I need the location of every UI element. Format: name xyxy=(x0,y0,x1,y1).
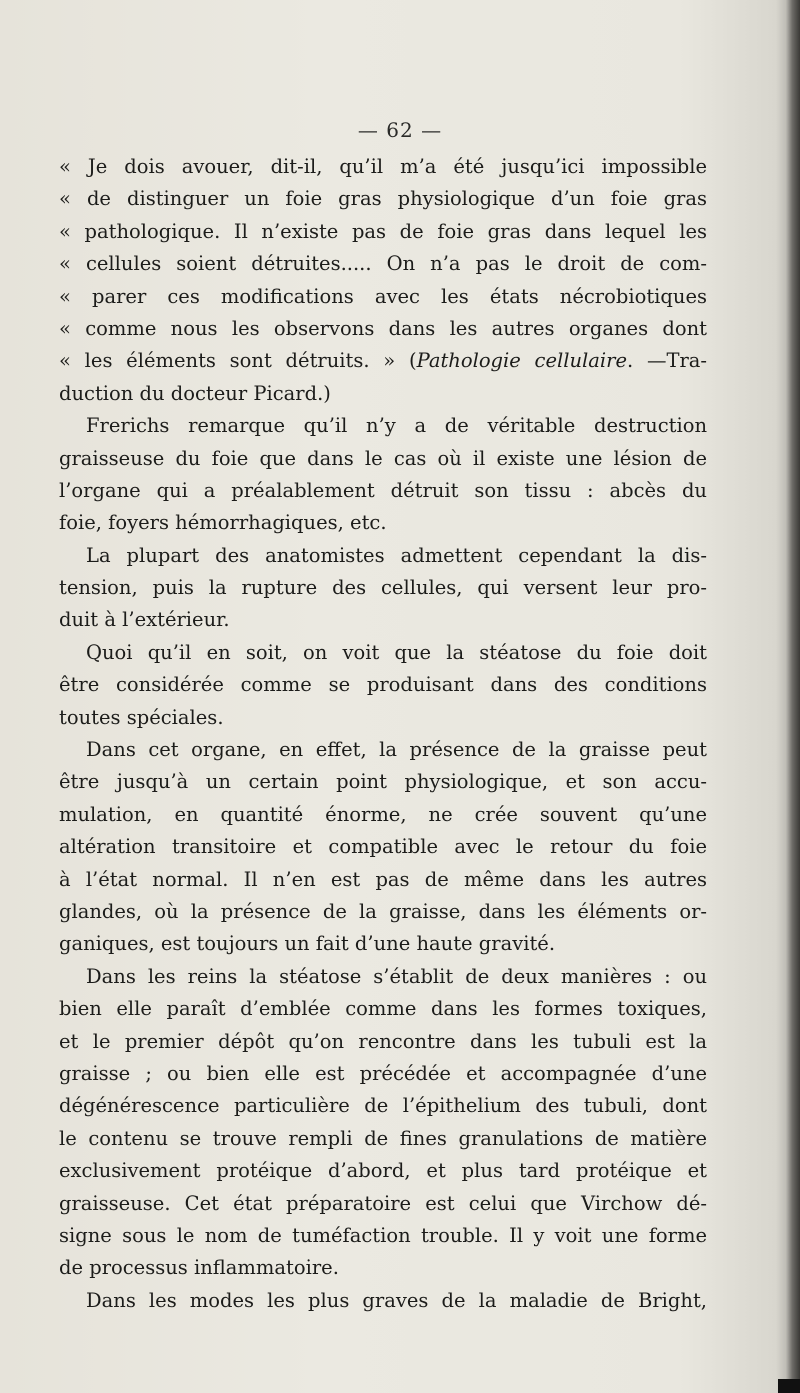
text-line: toutes spéciales. xyxy=(59,705,224,729)
body-text xyxy=(59,151,707,1317)
paragraph-start: Dans les reins la stéatose s’établit de deux manières : ou xyxy=(86,964,707,988)
text-line: dégénérescence particulière de l’épithelium des tubuli, dont xyxy=(59,1094,707,1118)
citation-prefix: « les éléments sont détruits. » ( xyxy=(59,349,417,373)
text-line: altération transitoire et compatible avec le retour du foie xyxy=(59,835,707,859)
citation-title: Pathologie cellulaire xyxy=(416,349,628,373)
text-line: tension, puis la rupture des cellules, qui versent leur pro- xyxy=(59,576,707,600)
text-line: duction du docteur Picard.) xyxy=(59,381,331,405)
text-line: ganiques, est toujours un fait d’une haute gravité. xyxy=(59,932,556,956)
text-line: « cellules soient détruites..... On n’a pas le droit de com- xyxy=(59,252,707,276)
text-line: mulation, en quantité énorme, ne crée souvent qu’une xyxy=(59,802,707,826)
text-line: de processus inflammatoire. xyxy=(59,1256,339,1280)
text-line-with-citation xyxy=(59,345,707,377)
paragraph-start: Quoi qu’il en soit, on voit que la stéatose du foie doit xyxy=(86,640,707,664)
text-line: duit à l’extérieur. xyxy=(59,608,230,632)
text-line: « Je dois avouer, dit-il, qu’il m’a été jusqu’ici impossible xyxy=(59,155,707,178)
paragraph-start: Frerichs remarque qu’il n’y a de véritable destruction xyxy=(86,414,707,438)
text-line: à l’état normal. Il n’en est pas de même dans les autres xyxy=(59,867,707,891)
citation-suffix: . —Tra- xyxy=(627,349,707,373)
text-line: glandes, où la présence de la graisse, dans les éléments or- xyxy=(59,899,707,923)
paragraph-start: Dans les modes les plus graves de la maladie de Bright, xyxy=(86,1288,707,1312)
paragraph-start: Dans cet organe, en effet, la présence de la graisse peut xyxy=(86,738,707,762)
text-line: être considérée comme se produisant dans des conditions xyxy=(59,673,707,697)
text-line: « parer ces modifications avec les états nécrobiotiques xyxy=(59,284,707,308)
page-number: — 62 — xyxy=(357,118,443,142)
text-line: être jusqu’à un certain point physiologique, et son accu- xyxy=(59,770,707,794)
text-line: le contenu se trouve rempli de fines granulations de matière xyxy=(59,1126,707,1150)
text-line: et le premier dépôt qu’on rencontre dans les tubuli est la xyxy=(59,1029,707,1053)
text-line: bien elle paraît d’emblée comme dans les formes toxiques, xyxy=(59,997,707,1021)
text-line: exclusivement protéique d’abord, et plus tard protéique et xyxy=(59,1159,707,1183)
paragraph-start: La plupart des anatomistes admettent cependant la dis- xyxy=(86,543,707,567)
page-edge-shadow xyxy=(786,0,800,1393)
text-line: graisse ; ou bien elle est précédée et accompagnée d’une xyxy=(59,1061,707,1085)
text-line: foie, foyers hémorrhagiques, etc. xyxy=(59,511,387,535)
text-line: graisseuse du foie que dans le cas où il existe une lésion de xyxy=(59,446,707,470)
text-line: signe sous le nom de tuméfaction trouble. Il y voit une forme xyxy=(59,1223,707,1247)
text-line: « de distinguer un foie gras physiologique d’un foie gras xyxy=(59,187,707,211)
text-line: « pathologique. Il n’existe pas de foie gras dans lequel les xyxy=(59,219,707,243)
scan-corner-mark xyxy=(778,1379,800,1393)
text-line: l’organe qui a préalablement détruit son tissu : abcès du xyxy=(59,478,707,502)
text-line: graisseuse. Cet état préparatoire est celui que Virchow dé- xyxy=(59,1191,707,1215)
text-line: « comme nous les observons dans les autres organes dont xyxy=(59,316,707,340)
